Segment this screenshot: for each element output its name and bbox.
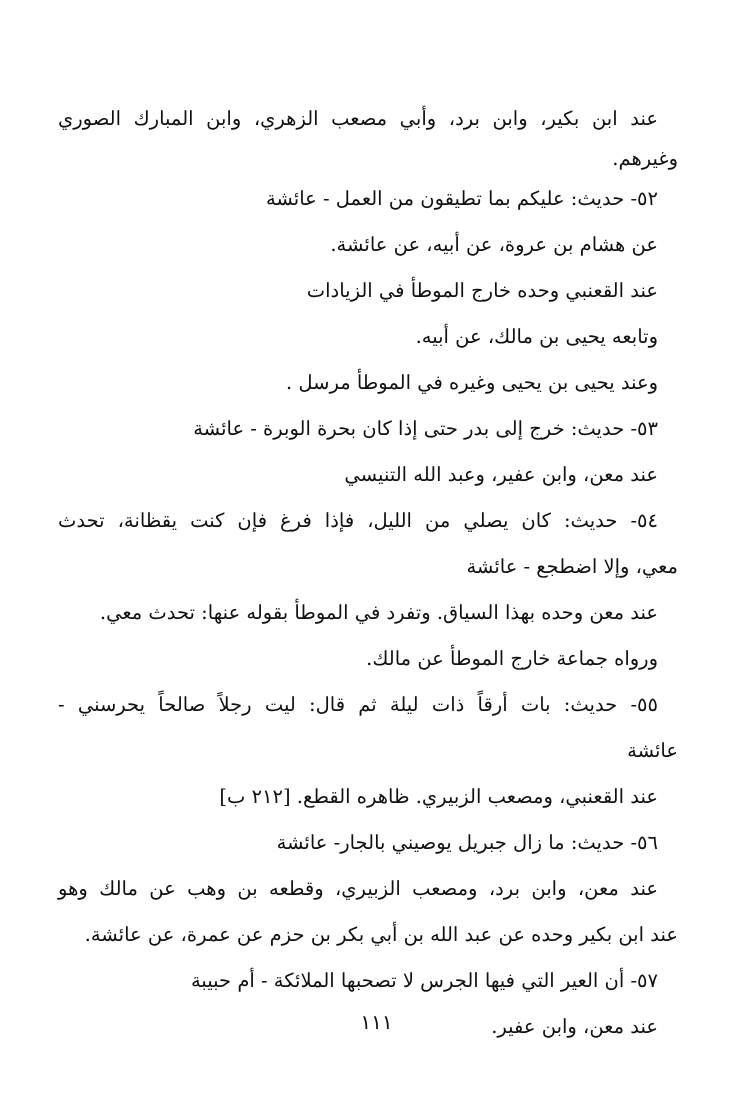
entry-heading-52: ٥٢- حديث: عليكم بما تطيقون من العمل - عائشة	[265, 187, 658, 210]
entry-heading-54: ٥٤- حديث: كان يصلي من الليل، فإذا فرغ فإن كنت يقظانة، تحدث	[58, 509, 658, 532]
text-line: وتابعه يحيى بن مالك، عن أبيه.	[415, 325, 658, 348]
text-line: وعند يحيى بن يحيى وغيره في الموطأ مرسل .	[285, 371, 658, 394]
text-line: عند ابن بكير وحده عن عبد الله بن أبي بكر بن حزم عن عمرة، عن عائشة.	[84, 923, 678, 946]
body-text	[58, 96, 678, 1050]
text-line: عند معن، وابن عفير، وعبد الله التنيسي	[344, 463, 658, 486]
entry-heading-55-continued: عائشة	[627, 739, 678, 762]
text-line: عند ابن بكير، وابن برد، وأبي مصعب الزهري، وابن المبارك الصوري	[58, 107, 658, 130]
text-line: عند القعنبي وحده خارج الموطأ في الزيادات	[306, 279, 658, 302]
entry-heading-57: ٥٧- أن العير التي فيها الجرس لا تصحبها الملائكة - أم حبيبة	[190, 969, 658, 992]
text-line: عند القعنبي، ومصعب الزبيري. ظاهره القطع. [٢١٢ ب]	[219, 785, 658, 808]
text-line: وغيرهم.	[612, 147, 678, 170]
entry-heading-53: ٥٣- حديث: خرج إلى بدر حتى إذا كان بحرة الوبرة - عائشة	[193, 417, 658, 440]
page-number: ١١١	[360, 1010, 393, 1034]
text-line: عند معن، وابن عفير.	[491, 1015, 658, 1038]
entry-heading-55: ٥٥- حديث: بات أرقاً ذات ليلة ثم قال: ليت رجلاً صالحاً يحرسني -	[58, 693, 658, 716]
text-line: عند معن وحده بهذا السياق. وتفرد في الموطأ بقوله عنها: تحدث معي.	[99, 601, 658, 624]
entry-heading-56: ٥٦- حديث: ما زال جبريل يوصيني بالجار- عائشة	[276, 831, 658, 854]
entry-heading-54-continued: معي، وإلا اضطجع - عائشة	[466, 555, 678, 578]
text-line: عند معن، وابن برد، ومصعب الزبيري، وقطعه بن وهب عن مالك وهو	[58, 877, 658, 900]
text-line: ورواه جماعة خارج الموطأ عن مالك.	[366, 647, 658, 670]
text-line: عن هشام بن عروة، عن أبيه، عن عائشة.	[330, 233, 658, 256]
